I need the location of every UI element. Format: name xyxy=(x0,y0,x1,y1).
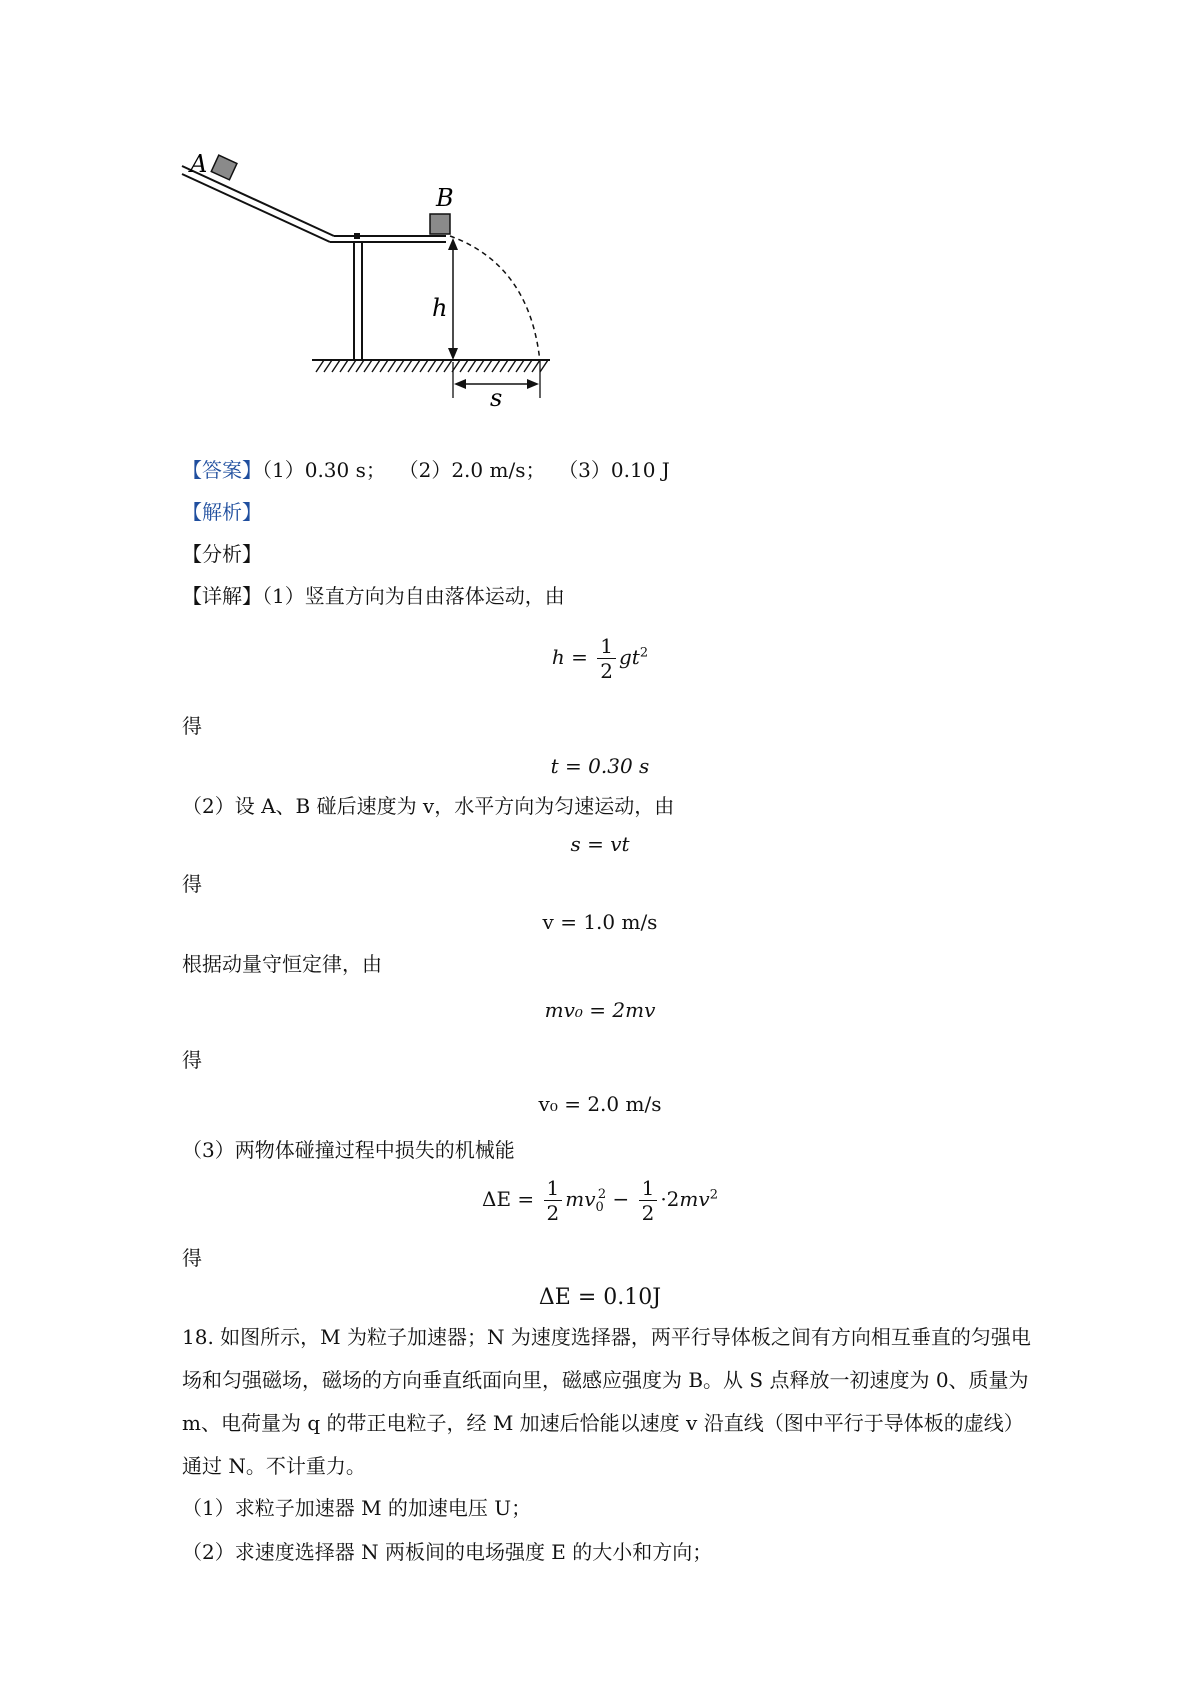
brief-tag: 【分析】 xyxy=(182,542,262,566)
de-2: 得 xyxy=(182,872,202,896)
answer-tag: 【答案】 xyxy=(182,458,262,482)
answer-part3: （3）0.10 J xyxy=(558,458,670,482)
detail-p1: （1）竖直方向为自由落体运动，由 xyxy=(262,584,565,608)
block-a xyxy=(211,155,237,180)
equation-3: s = vt xyxy=(570,832,630,856)
label-b: B xyxy=(436,184,454,212)
label-s: s xyxy=(490,384,503,412)
question-18-sub2: （2）求速度选择器 N 两板间的电场强度 E 的大小和方向； xyxy=(182,1540,713,1564)
eq1-rhs: gt xyxy=(618,645,640,669)
equation-7: ΔE = $\frac{1}{2}$ $mv_0^2$ − $\frac{1}{2}$ $\cdot 2mv^2$ xyxy=(482,1176,718,1225)
s-arrow-head-right xyxy=(527,379,539,389)
answer-line xyxy=(182,456,670,484)
eq1-fraction xyxy=(597,634,616,683)
equation-8: ΔE = 0.10J xyxy=(538,1285,662,1310)
ground-hatch xyxy=(316,360,548,372)
trajectory-dashed xyxy=(450,236,540,362)
answer-part2: （2）2.0 m/s； xyxy=(398,458,546,482)
h-arrow-head-down xyxy=(448,348,458,360)
analysis-tag: 【解析】 xyxy=(182,500,262,524)
detail-tag: 【详解】 xyxy=(182,584,262,608)
equation-2: t = 0.30 s xyxy=(550,754,650,778)
label-a: A xyxy=(190,150,208,178)
answer-part1: （1）0.30 s； xyxy=(262,458,386,482)
incline-bottom-edge xyxy=(182,174,330,242)
eq7-lhs: ΔE xyxy=(482,1187,512,1211)
detail-p2: （2）设 A、B 碰后速度为 v，水平方向为匀速运动，由 xyxy=(182,794,675,818)
de-4: 得 xyxy=(182,1246,202,1270)
equation-1: h = $\frac{1}{2}$ $gt^2$ xyxy=(551,634,649,683)
de-1: 得 xyxy=(182,714,202,738)
h-arrow-head-up xyxy=(448,238,458,250)
joint-marker xyxy=(354,233,360,239)
detail-p3: 根据动量守恒定律，由 xyxy=(182,952,382,976)
eq1-num: 1 xyxy=(597,634,616,659)
detail-line xyxy=(182,582,565,610)
equation-5: mv₀ = 2mv xyxy=(544,998,656,1022)
detail-p4: （3）两物体碰撞过程中损失的机械能 xyxy=(182,1138,515,1162)
eq1-lhs: h xyxy=(551,645,565,669)
equation-6: v₀ = 2.0 m/s xyxy=(538,1092,662,1116)
block-b xyxy=(430,214,450,234)
eq1-den: 2 xyxy=(600,659,613,683)
question-18-text: 18. 如图所示，M 为粒子加速器；N 为速度选择器，两平行导体板之间有方向相互垂直的匀强电场和匀强磁场，磁场的方向垂直纸面向里，磁感应强度为 B。从 S 点释放一初速度为 0、质量为 m、电荷量为 q 的带正电粒子，经 M 加速后恰能以速度 v 沿直线（图中平行于导体板的虚线）通过 N。不计重力。 xyxy=(182,1325,1031,1478)
de-3: 得 xyxy=(182,1048,202,1072)
s-arrow-head-left xyxy=(454,379,466,389)
label-h: h xyxy=(432,294,448,322)
physics-figure xyxy=(180,140,580,420)
question-18-sub1: （1）求粒子加速器 M 的加速电压 U； xyxy=(182,1496,532,1520)
equation-4: v = 1.0 m/s xyxy=(542,910,658,934)
